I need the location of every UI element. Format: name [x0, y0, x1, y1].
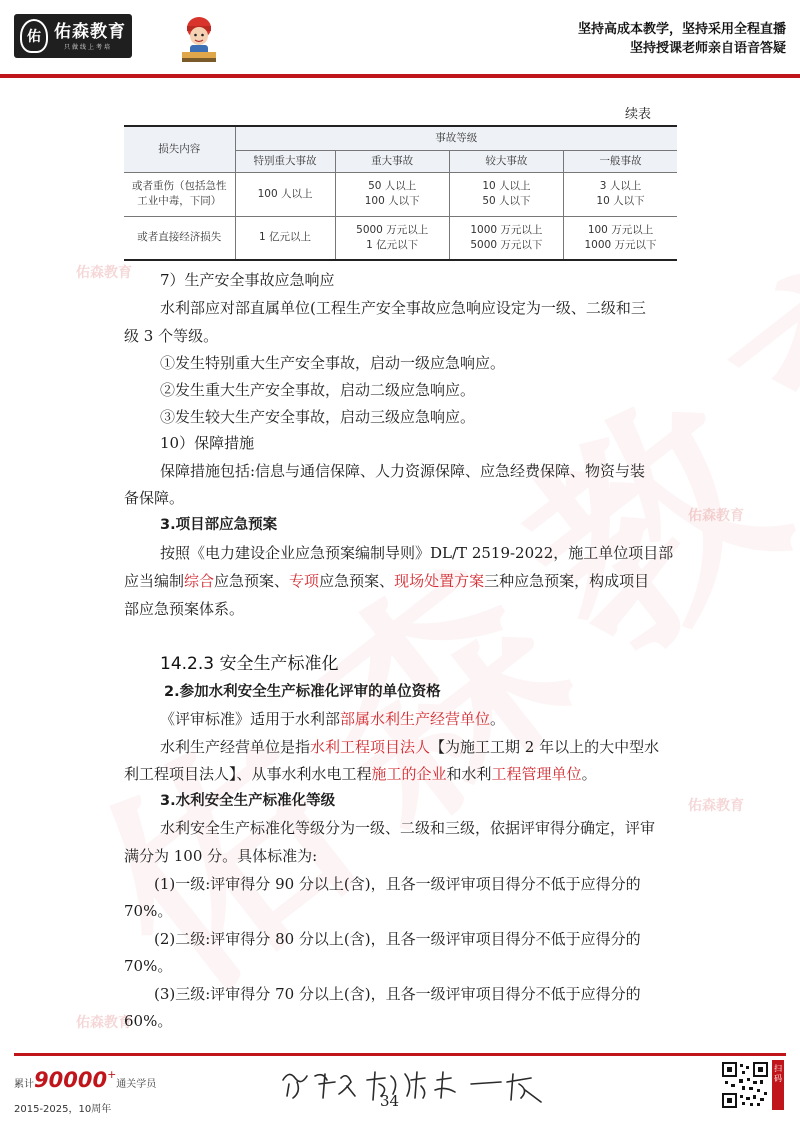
page-number: 34: [380, 1092, 400, 1110]
paragraph-line: 水利部应对部直属单位(工程生产安全事故应急响应设定为一级、二级和三: [160, 299, 646, 317]
table-cell: 3 人以上 10 人以下: [564, 172, 677, 216]
highlight-text: 专项: [289, 572, 320, 590]
subsection-heading: 2.参加水利安全生产标准化评审的单位资格: [164, 684, 441, 700]
table-header-loss: 损失内容: [124, 126, 235, 172]
logo-slogan: 只做线上考培: [64, 43, 113, 51]
table-cell: 100 万元以上 1000 万元以下: [564, 216, 677, 260]
paragraph-line: 应当编制综合应急预案、专项应急预案、现场处置方案三种应急预案，构成项目: [124, 572, 650, 590]
table-header-cell: 一般事故: [564, 150, 677, 172]
list-item: (1)一级:评审得分 90 分以上(含)，且各一级评审项目得分不低于应得分的: [154, 875, 641, 893]
slogan-line-1: 坚持高成本教学，坚持采用全程直播: [577, 22, 786, 37]
list-item-continuation: 60%。: [124, 1012, 173, 1030]
table-cell: 50 人以上 100 人以下: [335, 172, 449, 216]
slogan-line-2: 坚持授课老师亲自语音答疑: [629, 41, 786, 56]
table-row-label-line: 或者直接经济损失: [137, 231, 222, 244]
subsection-heading: 3.项目部应急预案: [160, 517, 278, 533]
paragraph-line: 《评审标准》适用于水利部部属水利生产经营单位。: [160, 710, 506, 728]
list-item: ③发生较大生产安全事故，启动三级应急响应。: [160, 408, 476, 426]
list-item: (3)三级:评审得分 70 分以上(含)，且各一级评审项目得分不低于应得分的: [154, 985, 641, 1003]
footer-cumulative-label: 累计: [14, 1079, 34, 1090]
accident-level-table: [124, 125, 677, 261]
paragraph-line: 水利安全生产标准化等级分为一级、二级和三级，依据评审得分确定，评审: [160, 819, 656, 837]
header-slogans: [578, 20, 786, 58]
table-header-cell: 重大事故: [335, 150, 449, 172]
paragraph-line: 保障措施包括:信息与通信保障、人力资源保障、应急经费保障、物资与装: [160, 462, 646, 480]
watermark-small: 佑森教育: [76, 1015, 132, 1031]
table-continued-label: 续表: [625, 107, 652, 122]
table-cell: 5000 万元以上 1 亿元以下: [335, 216, 449, 260]
paragraph-line: 级 3 个等级。: [124, 327, 219, 345]
logo-name: 佑森教育: [54, 21, 126, 42]
footer-plus: +: [107, 1068, 117, 1081]
mascot-icon: [176, 14, 222, 64]
paragraph-heading: 10）保障措施: [160, 434, 255, 452]
watermark-small: 佑森教育: [76, 265, 132, 281]
list-item-continuation: 70%。: [124, 957, 173, 975]
paragraph-line: 部应急预案体系。: [124, 600, 245, 618]
table-row: [124, 216, 677, 260]
header-divider: [0, 74, 800, 78]
footer-years: 2015-2025，10周年: [14, 1104, 112, 1115]
watermark-small: 佑森教育: [688, 798, 744, 814]
handwritten-signature-icon: [275, 1060, 555, 1108]
table-cell: 1000 万元以上 5000 万元以下: [449, 216, 563, 260]
paragraph-line: 满分为 100 分。具体标准为:: [124, 847, 318, 865]
paragraph-line: 备保障。: [124, 489, 185, 507]
highlight-text: 部属水利生产经营单位: [340, 710, 491, 728]
table-cell: 10 人以上 50 人以下: [449, 172, 563, 216]
paragraph-line: 利工程项目法人】、从事水利水电工程施工的企业和水利工程管理单位。: [124, 765, 597, 783]
highlight-text: 现场处置方案: [394, 572, 485, 590]
table-header-level: 事故等级: [235, 126, 677, 150]
paragraph-line: 水利生产经营单位是指水利工程项目法人【为施工工期 2 年以上的大中型水: [160, 738, 660, 756]
list-item: (2)二级:评审得分 80 分以上(含)，且各一级评审项目得分不低于应得分的: [154, 930, 641, 948]
footer-stats: [14, 1068, 156, 1092]
highlight-text: 水利工程项目法人: [310, 738, 431, 756]
table-cell: 100 人以上: [235, 172, 335, 216]
paragraph-line: 按照《电力建设企业应急预案编制导则》DL/T 2519-2022，施工单位项目部: [160, 544, 674, 562]
page-header: [0, 0, 800, 78]
table-row-label: [124, 172, 235, 216]
highlight-text: 综合: [184, 572, 215, 590]
list-item: ②发生重大生产安全事故，启动二级应急响应。: [160, 381, 476, 399]
footer-passed-label: 通关学员: [116, 1079, 157, 1090]
table-row-label: [124, 216, 235, 260]
highlight-text: 施工的企业: [371, 765, 447, 783]
table-row-label-line: 或者重伤（包括急性: [132, 180, 227, 192]
footer-divider: [14, 1053, 786, 1056]
brand-logo: [14, 14, 132, 58]
list-item: ①发生特别重大生产安全事故，启动一级应急响应。: [160, 354, 506, 372]
footer-cumulative-number: 90000: [34, 1068, 108, 1092]
qr-side-label: 扫码: [772, 1060, 784, 1110]
table-header-cell: 较大事故: [449, 150, 563, 172]
logo-emblem-icon: 佑: [20, 19, 48, 53]
list-item-continuation: 70%。: [124, 902, 173, 920]
table-row: [124, 172, 677, 216]
table-row-label-line: 工业中毒，下同）: [137, 195, 222, 207]
section-title: 14.2.3 安全生产标准化: [160, 654, 339, 674]
table-header-cell: 特别重大事故: [235, 150, 335, 172]
watermark-small: 佑森教育: [688, 508, 744, 524]
qr-code-icon: [722, 1062, 768, 1108]
subsection-heading: 3.水利安全生产标准化等级: [160, 793, 336, 809]
highlight-text: 工程管理单位: [491, 765, 582, 783]
table-cell: 1 亿元以上: [235, 216, 335, 260]
paragraph-heading: 7）生产安全事故应急响应: [160, 271, 335, 289]
